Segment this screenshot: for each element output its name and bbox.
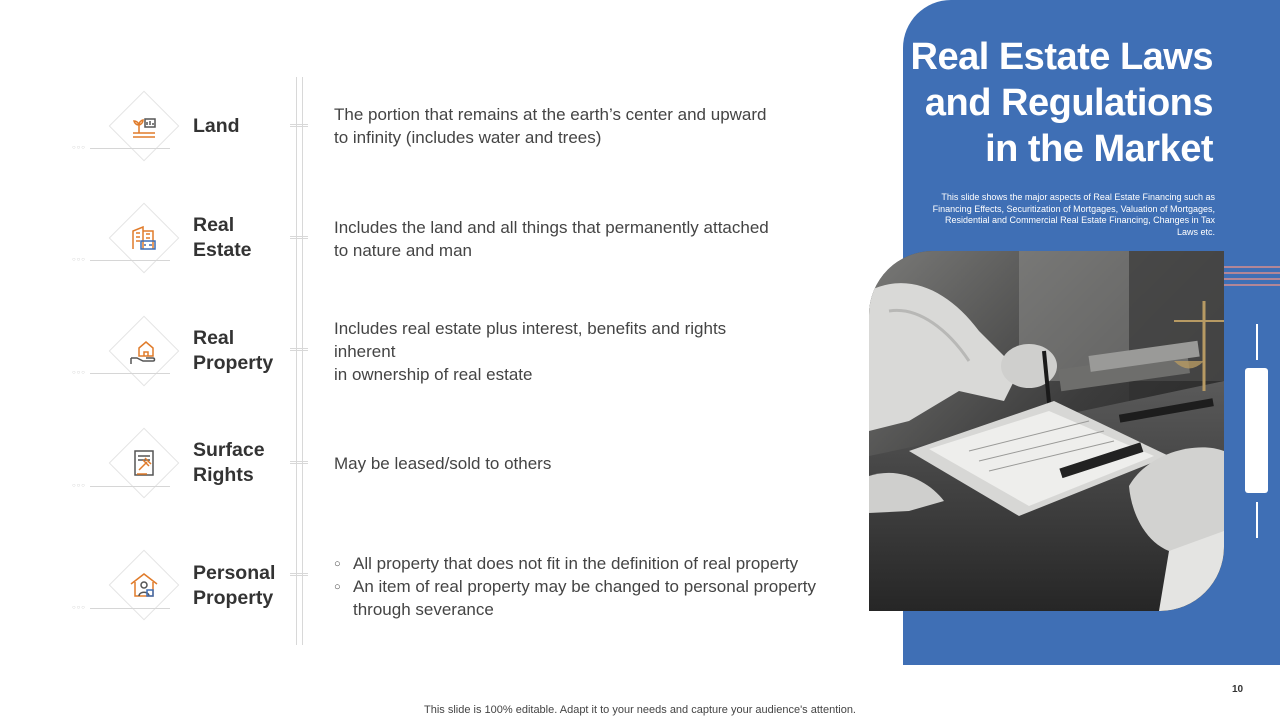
slide-title: Real Estate Laws and Regulations in the Market	[910, 36, 1213, 170]
divider-line	[90, 373, 170, 374]
divider-rule	[290, 77, 308, 645]
decorative-bar	[1245, 368, 1268, 493]
item-label-surface-rights: Surface Rights	[193, 439, 265, 486]
house-person-icon	[127, 568, 161, 602]
item-desc-real-estate: Includes the land and all things that permanently attached to nature and man	[334, 218, 769, 260]
decorative-tick	[1256, 502, 1258, 538]
divider-line	[90, 608, 170, 609]
divider-line	[90, 148, 170, 149]
decorative-tick	[1256, 324, 1258, 360]
divider-line	[90, 486, 170, 487]
item-desc-real-property: Includes real estate plus interest, benefits and rights inherent in ownership of real estate	[334, 319, 727, 384]
divider-line	[90, 260, 170, 261]
building-icon	[127, 221, 161, 255]
item-label-personal-property: Personal Property	[193, 562, 276, 609]
dots-decoration: ○○○	[72, 145, 86, 151]
dots-decoration: ○○○	[72, 257, 86, 263]
item-desc-personal-property	[334, 552, 824, 621]
bullet-item: ○ All property that does not fit in the definition of real property	[334, 552, 824, 575]
footer-note: This slide is 100% editable. Adapt it to your needs and capture your audience's attention.	[424, 704, 856, 716]
dots-decoration: ○○○	[72, 605, 86, 611]
item-label-real-property: Real Property	[193, 327, 274, 374]
dots-decoration: ○○○	[72, 370, 86, 376]
gavel-document-icon	[127, 446, 161, 480]
page-number: 10	[1232, 684, 1244, 695]
land-plant-icon	[127, 109, 161, 143]
item-label-land: Land	[193, 115, 240, 137]
item-label-real-estate: Real Estate	[193, 214, 252, 261]
dots-decoration: ○○○	[72, 483, 86, 489]
slide-subtitle: This slide shows the major aspects of Real Estate Financing such as Financing Effects, Securitization of Mortgages, Valuation of Mortgages, Residential and Commercial Real Estate Financing, Changes in Tax Laws etc.	[932, 192, 1215, 237]
decorative-lines	[1224, 266, 1280, 296]
meeting-photo	[869, 251, 1224, 611]
hand-house-icon	[127, 334, 161, 368]
item-desc-land: The portion that remains at the earth’s center and upward to infinity (includes water and trees)	[334, 105, 767, 147]
bullet-item: ○ An item of real property may be changed to personal property through severance	[334, 575, 824, 621]
item-desc-surface-rights: May be leased/sold to others	[334, 454, 552, 473]
